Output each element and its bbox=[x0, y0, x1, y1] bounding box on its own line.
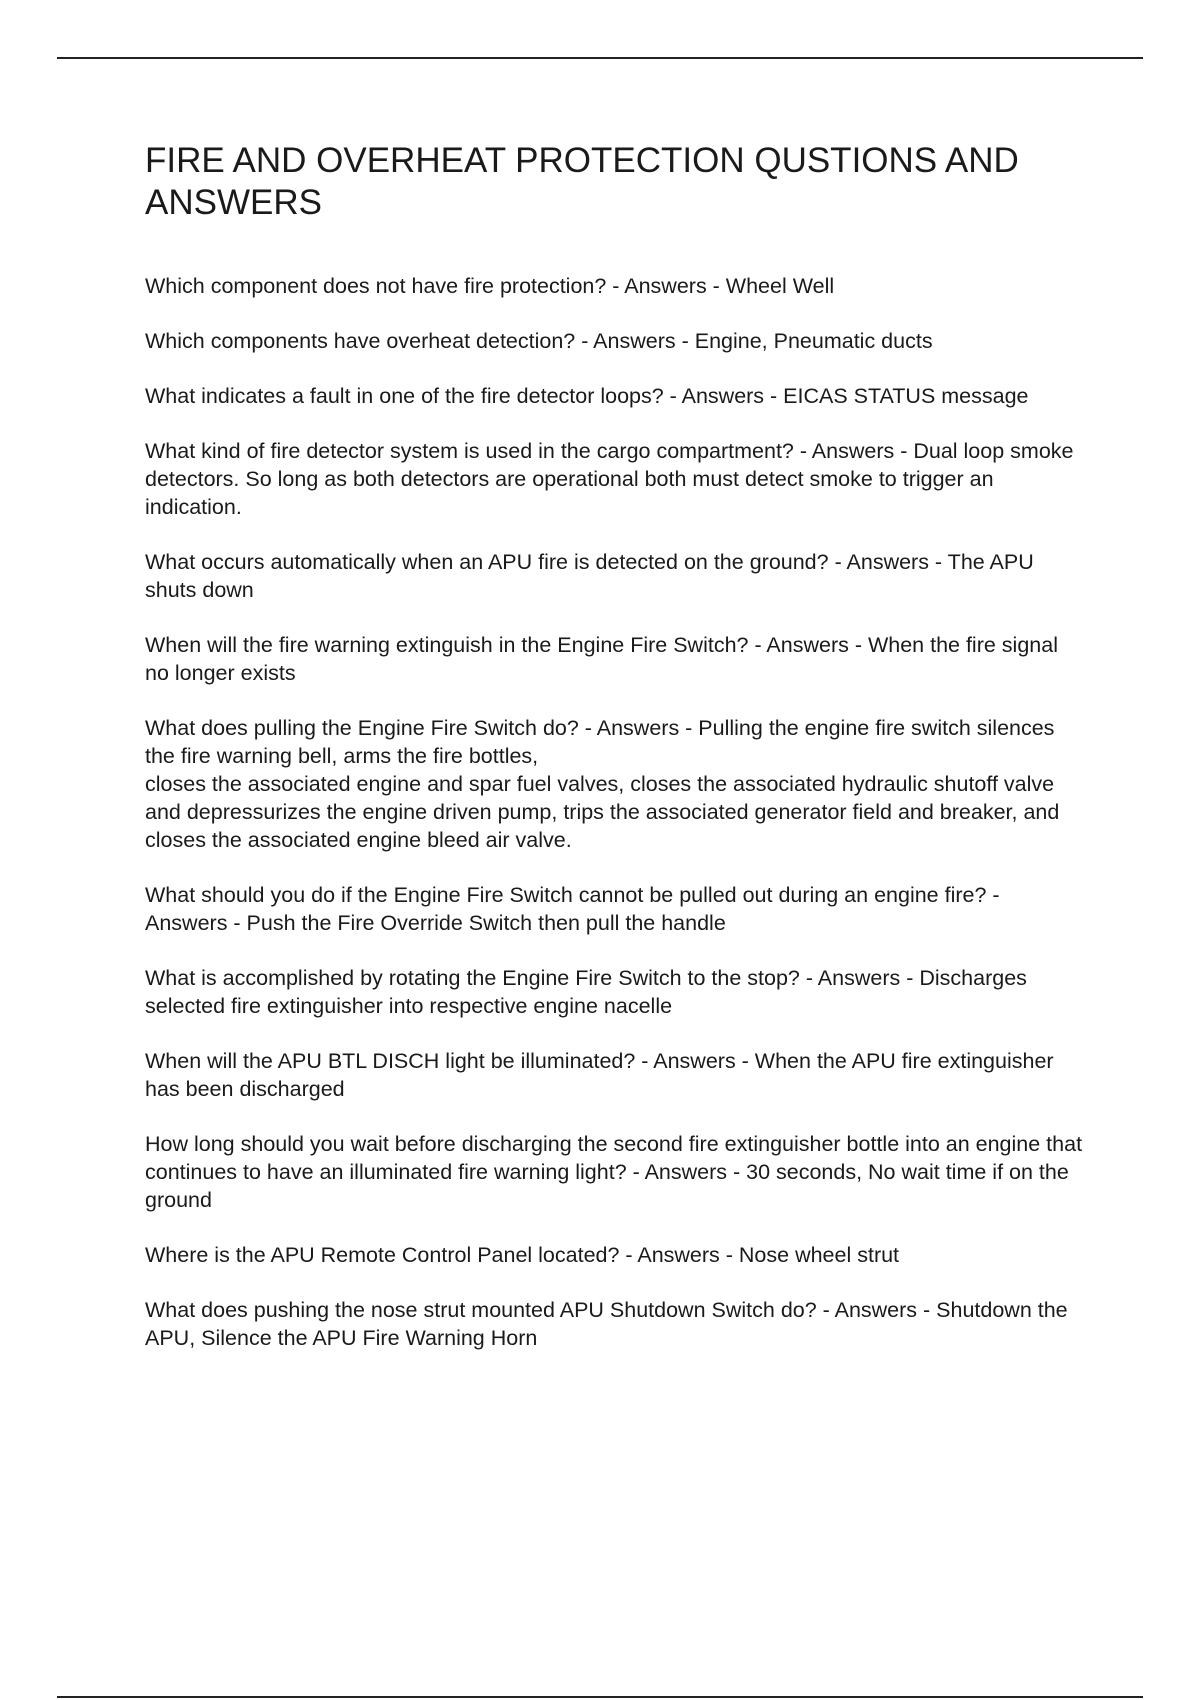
bottom-rule bbox=[57, 1696, 1143, 1698]
qa-item bbox=[145, 1241, 1085, 1269]
qa-item bbox=[145, 548, 1085, 604]
qa-text: What is accomplished by rotating the Engine Fire Switch to the stop? - Answers - Discharges selected fire extinguisher into respective engine nacelle bbox=[145, 966, 1027, 1018]
qa-item bbox=[145, 631, 1085, 687]
document-title: FIRE AND OVERHEAT PROTECTION QUSTIONS AND ANSWERS bbox=[145, 141, 1019, 222]
qa-item bbox=[145, 327, 1085, 355]
qa-text: When will the fire warning extinguish in the Engine Fire Switch? - Answers - When the fire signal no longer exists bbox=[145, 633, 1058, 685]
qa-list bbox=[145, 272, 1085, 1352]
qa-item bbox=[145, 1047, 1085, 1103]
qa-text: Where is the APU Remote Control Panel located? - Answers - Nose wheel strut bbox=[145, 1243, 900, 1267]
qa-item bbox=[145, 382, 1085, 410]
qa-text: What occurs automatically when an APU fire is detected on the ground? - Answers - The APU shuts down bbox=[145, 550, 1034, 602]
top-rule bbox=[57, 57, 1143, 59]
qa-text: What does pulling the Engine Fire Switch do? - Answers - Pulling the engine fire switch silences the fire warning bell, arms the fire bottles, bbox=[145, 716, 1055, 768]
qa-item bbox=[145, 714, 1085, 854]
qa-item bbox=[145, 1296, 1085, 1352]
qa-item bbox=[145, 437, 1085, 521]
qa-text: What kind of fire detector system is used in the cargo compartment? - Answers - Dual loop smoke detectors. So long as both detectors are operational both must detect smoke to trigger an indication. bbox=[145, 439, 1074, 519]
qa-text: What should you do if the Engine Fire Switch cannot be pulled out during an engine fire? - Answers - Push the Fire Override Switch then pull the handle bbox=[145, 883, 1000, 935]
qa-item bbox=[145, 1130, 1085, 1214]
qa-text: When will the APU BTL DISCH light be illuminated? - Answers - When the APU fire extinguisher has been discharged bbox=[145, 1049, 1054, 1101]
qa-text: How long should you wait before discharging the second fire extinguisher bottle into an engine that continues to have an illuminated fire warning light? - Answers - 30 seconds, No wait time if on the ground bbox=[145, 1132, 1083, 1212]
qa-text: closes the associated engine and spar fuel valves, closes the associated hydraulic shutoff valve and depressurizes the engine driven pump, trips the associated generator field and breaker, and closes the associated engine bleed air valve. bbox=[145, 772, 1060, 852]
qa-item bbox=[145, 964, 1085, 1020]
qa-text: What indicates a fault in one of the fire detector loops? - Answers - EICAS STATUS message bbox=[145, 384, 1029, 408]
qa-text: What does pushing the nose strut mounted APU Shutdown Switch do? - Answers - Shutdown the APU, Silence the APU Fire Warning Horn bbox=[145, 1298, 1068, 1350]
qa-item bbox=[145, 881, 1085, 937]
document-body bbox=[145, 140, 1085, 1379]
qa-text: Which component does not have fire protection? - Answers - Wheel Well bbox=[145, 274, 835, 298]
qa-text: Which components have overheat detection? - Answers - Engine, Pneumatic ducts bbox=[145, 329, 933, 353]
qa-item bbox=[145, 272, 1085, 300]
